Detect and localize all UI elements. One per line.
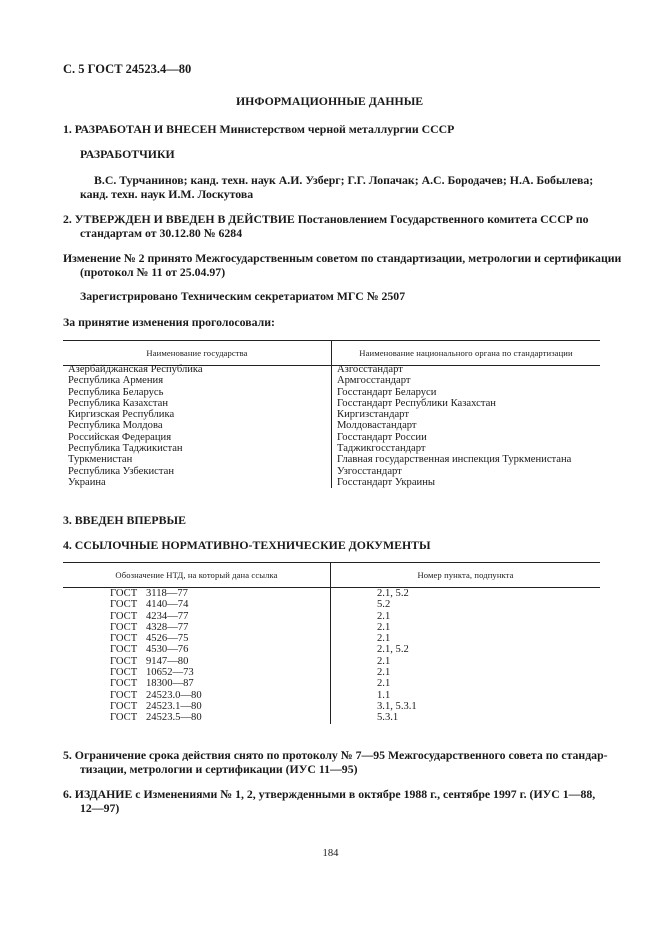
table-cell: Госстандарт Беларуси bbox=[337, 386, 437, 398]
section-2-line-2: стандартам от 30.12.80 № 6284 bbox=[80, 226, 243, 240]
table-row: ГОСТ 4328—77 bbox=[110, 621, 189, 633]
table1-col-bodies bbox=[337, 364, 571, 488]
table-cell: Главная государственная инспекция Туркменистана bbox=[337, 454, 572, 466]
table-cell: Республика Армения bbox=[68, 375, 164, 387]
page-number: 184 bbox=[322, 848, 339, 859]
table-cell: Украина bbox=[68, 476, 106, 488]
table-cell: Киргизская Республика bbox=[68, 409, 175, 421]
table1-column-divider bbox=[331, 340, 332, 488]
section-1-lead: 1. РАЗРАБОТАН И ВНЕСЕН bbox=[63, 122, 217, 136]
change-line-2: (протокол № 11 от 25.04.97) bbox=[80, 265, 226, 279]
table-row: ГОСТ 9147—80 bbox=[110, 655, 189, 667]
table-cell: 2.1, 5.2 bbox=[377, 644, 409, 656]
table-cell: Азербайджанская Республика bbox=[68, 364, 203, 375]
table1-header-body: Наименование национального органа по стандартизации bbox=[359, 348, 573, 358]
section-5-line-2: тизации, метрологии и сертификации (ИУС 11—95) bbox=[80, 762, 358, 776]
table-cell: 2.1 bbox=[377, 667, 391, 679]
table-cell: 5.2 bbox=[377, 599, 391, 611]
table-cell: 2.1, 5.2 bbox=[377, 588, 409, 599]
table1-col-states bbox=[68, 364, 203, 488]
table-row: ГОСТ 3118—77 bbox=[110, 588, 188, 599]
table-cell: Республика Таджикистан bbox=[68, 443, 183, 455]
table-cell: 2.1 bbox=[377, 621, 391, 633]
section-6-line-2: 12—97) bbox=[80, 801, 120, 815]
section-6-line-1: 6. ИЗДАНИЕ с Изменениями № 1, 2, утвержденными в октябре 1988 г., сентябре 1997 г. (ИУС 1—88, bbox=[63, 787, 596, 801]
table2-column-divider bbox=[330, 562, 331, 724]
table-cell: Туркменистан bbox=[68, 454, 133, 466]
table-cell: 5.3.1 bbox=[377, 712, 399, 724]
table-row: ГОСТ 4140—74 bbox=[110, 599, 189, 611]
table2-header-doc: Обозначение НТД, на который дана ссылка bbox=[115, 570, 278, 580]
table-cell: Армгосстандарт bbox=[337, 375, 411, 387]
section-2-line-1: 2. УТВЕРЖДЕН И ВВЕДЕН В ДЕЙСТВИЕ Постановлением Государственного комитета СССР по bbox=[63, 212, 589, 226]
table-cell: Молдовастандарт bbox=[337, 420, 417, 432]
table2-top-rule bbox=[63, 562, 600, 563]
page-title: ИНФОРМАЦИОННЫЕ ДАННЫЕ bbox=[236, 94, 424, 108]
table-cell: Российская Федерация bbox=[68, 431, 172, 443]
table-cell: Госстандарт Украины bbox=[337, 476, 435, 488]
table-cell: Узгосстандарт bbox=[337, 465, 402, 477]
table-cell: 1.1 bbox=[377, 689, 391, 701]
table-row: ГОСТ 18300—87 bbox=[110, 678, 194, 690]
table-cell: Республика Казахстан bbox=[68, 397, 169, 409]
change-line-1: Изменение № 2 принято Межгосударственным советом по стандартизации, метрологии и сертификации bbox=[63, 251, 622, 265]
table-cell: Госстандарт России bbox=[337, 431, 427, 443]
table-row: ГОСТ 4526—75 bbox=[110, 633, 189, 645]
table-row: ГОСТ 4530—76 bbox=[110, 644, 189, 656]
table-cell: Таджикгосстандарт bbox=[337, 443, 426, 455]
table-row: ГОСТ 4234—77 bbox=[110, 610, 189, 622]
section-5-line-1: 5. Ограничение срока действия снято по протоколу № 7—95 Межгосударственного совета по стандар- bbox=[63, 748, 608, 762]
registered-note: Зарегистрировано Техническим секретариатом МГС № 2507 bbox=[80, 289, 406, 303]
table-cell: 3.1, 5.3.1 bbox=[377, 700, 417, 712]
table1-header-state: Наименование государства bbox=[146, 348, 248, 358]
table-cell: 2.1 bbox=[377, 655, 391, 667]
table-cell: Республика Молдова bbox=[68, 420, 163, 432]
table-row: ГОСТ 10652—73 bbox=[110, 667, 194, 679]
section-4: 4. ССЫЛОЧНЫЕ НОРМАТИВНО-ТЕХНИЧЕСКИЕ ДОКУМЕНТЫ bbox=[63, 538, 431, 552]
section-1-rest: Министерством черной металлургии СССР bbox=[219, 122, 455, 136]
page-header: С. 5 ГОСТ 24523.4—80 bbox=[63, 62, 192, 76]
table-cell: 2.1 bbox=[377, 678, 391, 690]
table-row: ГОСТ 24523.5—80 bbox=[110, 712, 202, 724]
table-cell: 2.1 bbox=[377, 633, 391, 645]
table2-col-clauses bbox=[377, 588, 417, 724]
table-cell: 2.1 bbox=[377, 610, 391, 622]
section-3: 3. ВВЕДЕН ВПЕРВЫЕ bbox=[63, 513, 186, 527]
table2-header-clause: Номер пункта, подпункта bbox=[417, 570, 514, 580]
table-cell: Азгосстандарт bbox=[337, 364, 403, 375]
developers-line-1: В.С. Турчанинов; канд. техн. наук А.И. Узберг; Г.Г. Лопачак; А.С. Бородачев; Н.А. Бобылева; bbox=[94, 173, 594, 187]
table-cell: Республика Беларусь bbox=[68, 386, 164, 398]
table-row: ГОСТ 24523.0—80 bbox=[110, 689, 202, 701]
table-row: ГОСТ 24523.1—80 bbox=[110, 700, 202, 712]
section-1 bbox=[63, 122, 454, 137]
table2-col-docs bbox=[110, 588, 202, 724]
developers-line-2: канд. техн. наук И.М. Лоскутова bbox=[80, 187, 254, 201]
table-cell: Республика Узбекистан bbox=[68, 465, 175, 477]
table-cell: Киргизстандарт bbox=[337, 409, 409, 421]
developers-title: РАЗРАБОТЧИКИ bbox=[80, 147, 175, 161]
table-cell: Госстандарт Республики Казахстан bbox=[337, 397, 496, 409]
voted-note: За принятие изменения проголосовали: bbox=[63, 315, 275, 329]
